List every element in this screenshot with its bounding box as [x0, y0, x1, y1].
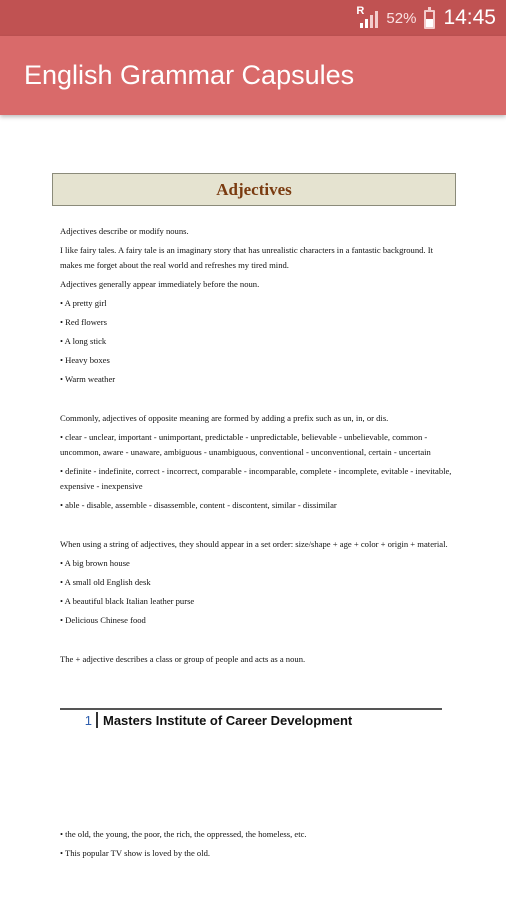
section-heading-box — [52, 173, 456, 206]
paragraph: Commonly, adjectives of opposite meaning are formed by adding a prefix such as un, in, or dis. — [60, 413, 389, 423]
list-item: • A beautiful black Italian leather purse — [60, 596, 195, 606]
roaming-indicator: R — [356, 5, 365, 17]
app-bar — [0, 36, 506, 115]
list-item: • Heavy boxes — [60, 355, 110, 365]
paragraph: When using a string of adjectives, they should appear in a set order: size/shape + age + color + origin + material. — [60, 539, 448, 549]
list-item: • the old, the young, the poor, the rich, the oppressed, the homeless, etc. — [60, 829, 307, 839]
page-footer — [60, 708, 442, 728]
list-item: • clear - unclear, important - unimportant, predictable - unpredictable, believable - unbelievable, common - uncommon, aware - unaware, ambiguous - unambiguous, conventional - unconventional, certain - uncertain — [60, 432, 431, 457]
paragraph: Adjectives generally appear immediately before the noun. — [60, 279, 260, 289]
app-title: English Grammar Capsules — [24, 60, 355, 90]
list-item: • Delicious Chinese food — [60, 615, 146, 625]
cell-signal-icon — [356, 6, 378, 30]
paragraph: The + adjective describes a class or group of people and acts as a noun. — [60, 654, 306, 664]
page-content[interactable] — [0, 116, 506, 900]
status-bar — [0, 0, 506, 36]
list-item: • A long stick — [60, 336, 107, 346]
footer-separator — [96, 712, 98, 728]
article-body — [60, 224, 452, 671]
list-item: • able - disable, assemble - disassemble, content - discontent, similar - dissimilar — [60, 500, 337, 510]
page-number: 1 — [84, 712, 92, 728]
list-item: • A pretty girl — [60, 298, 107, 308]
list-item: • This popular TV show is loved by the old. — [60, 848, 211, 858]
list-item: • Red flowers — [60, 317, 107, 327]
paragraph: I like fairy tales. A fairy tale is an imaginary story that has unrealistic characters in a fantastic background. It makes me forget about the real world and refreshes my tired mind. — [60, 245, 433, 270]
footer-text: Masters Institute of Career Development — [103, 712, 353, 728]
list-item: • A big brown house — [60, 558, 130, 568]
clock: 14:45 — [443, 6, 496, 29]
list-item: • A small old English desk — [60, 577, 151, 587]
battery-percent: 52% — [386, 9, 417, 27]
footer-rule — [60, 708, 442, 710]
section-heading: Adjectives — [216, 179, 292, 199]
list-item: • definite - indefinite, correct - incorrect, comparable - incomparable, complete - incomplete, evitable - inevitable, expensive - inexpensive — [60, 466, 452, 491]
article-body-continued — [60, 827, 452, 865]
status-icons — [356, 0, 496, 36]
paragraph: Adjectives describe or modify nouns. — [60, 226, 189, 236]
battery-icon — [424, 10, 435, 29]
list-item: • Warm weather — [60, 374, 116, 384]
